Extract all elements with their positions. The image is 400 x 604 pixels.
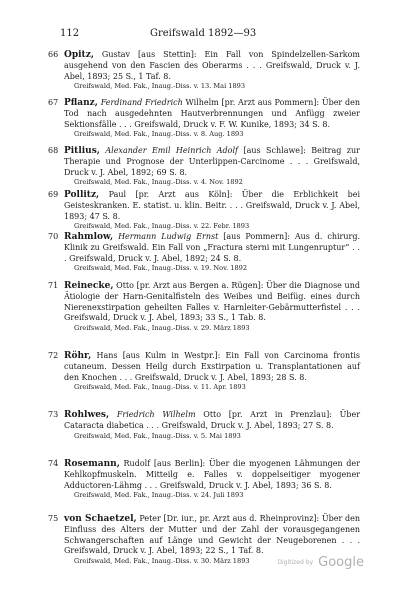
entry-title: [aus Berlin]: Über die myogenen Lähmungen der Kehlkopfmuskeln. Mitteilg e. Falles v. doppelseitiger myogener Adductoren-Lähmg . . . Greifswald, Druck v. J. Abel, 1893; 36 S. 8. (64, 459, 360, 490)
entry-title: [Dr. iur., pr. Arzt aus d. Rheinprovinz]: Über den Einfluss des Alters der Mutter und der Zahl der vorausgegangenen Schwangerschaften auf Länge und Gewicht der Neugeborenen . . . Greifswald, Druck v. J. Abel, 1893; 22 S., 1 Taf. 8. (64, 514, 361, 556)
author-forename: Hermann Ludwig Ernst (118, 232, 219, 241)
entry-title: [pr. Arzt aus Köln]: Über die Erblichkeit bei Geisteskranken. E. statist. u. klin. Beitr. . . . Greifswald, Druck v. J. Abel, 1893; 47 S. 8. (64, 190, 361, 221)
entry-number: 71 (48, 281, 59, 290)
entry-text (64, 281, 360, 324)
entry-number: 66 (48, 50, 59, 59)
author-forename: Ferdinand Friedrich (100, 98, 183, 107)
entry-text (64, 232, 360, 264)
entry-number: 67 (48, 98, 59, 107)
entry-number: 68 (48, 146, 59, 155)
author-surname: Rahmlow, (64, 232, 114, 242)
dissertation-note: Greifswald, Med. Fak., Inaug.-Diss. v. 11. Apr. 1893 (74, 383, 246, 392)
author-surname: Pollitz, (64, 190, 100, 200)
author-forename: Otto (116, 281, 134, 290)
entry-text (64, 190, 360, 222)
author-surname: Pitlius, (64, 146, 100, 156)
bibliography-entry (48, 410, 361, 441)
author-surname: Reinecke, (64, 281, 114, 291)
dissertation-note: Greifswald, Med. Fak., Inaug.-Diss. v. 5. Mai 1893 (74, 431, 241, 440)
author-forename: Friedrich Wilhelm (116, 410, 196, 419)
author-forename: Gustav (101, 50, 131, 59)
entry-number: 72 (48, 351, 59, 360)
running-title: Greifswald 1892—93 (150, 28, 257, 39)
author-forename: Paul (108, 190, 127, 199)
bibliography-entry (48, 232, 361, 273)
entry-text (64, 514, 360, 557)
page-header (60, 28, 360, 42)
entry-number: 70 (48, 232, 59, 241)
author-surname: Opitz, (64, 50, 94, 60)
dissertation-note: Greifswald, Med. Fak., Inaug.-Diss. v. 22. Febr. 1893 (74, 222, 250, 231)
google-logo: Google (318, 555, 364, 570)
author-surname: von Schaetzel, (64, 514, 137, 524)
entry-text (64, 459, 360, 491)
author-surname: Röhr, (64, 351, 92, 361)
dissertation-note: Greifswald, Med. Fak., Inaug.-Diss. v. 13. Mai 1893 (74, 82, 246, 91)
entry-text (64, 50, 360, 82)
bibliography-entry (48, 98, 361, 139)
entry-number: 74 (48, 459, 59, 468)
entry-number: 73 (48, 410, 59, 419)
author-surname: Rosemann, (64, 459, 120, 469)
entry-title: [aus Kulm in Westpr.]: Ein Fall von Carcinoma frontis cutaneum. Dessen Heilg durch Exstirpation u. Transplantationen auf den Knochen . . . Greifswald, Druck v. J. Abel, 1893; 28 S. 8. (64, 351, 361, 382)
bibliography-entry (48, 190, 361, 231)
entry-title: [aus Pommern]: Aus d. chirurg. Klinik zu Greifswald. Ein Fall von „Fractura sterni mit Lungenruptur“ . . . Greifswald, Druck v. J. Abel, 1892; 24 S. 8. (64, 232, 361, 263)
entry-title: Otto [pr. Arzt in Prenzlau]: Über Cataracta diabetica . . . Greifswald, Druck v. J. Abel, 1893; 27 S. 8. (64, 410, 361, 430)
entry-number: 75 (48, 514, 59, 523)
entry-title: [pr. Arzt aus Bergen a. Rügen]: Über die Diagnose und Ätiologie der Harn-Genitalfisteln des Weibes und Beifüg. eines durch Nierenexstirpation geheilten Falles v. Harnleiter-Gebärmutterfistel . . . Greifswald, Druck v. J. Abel, 1893; 33 S., 1 Tab. 8. (64, 281, 360, 323)
bibliography-entry (48, 50, 361, 91)
author-forename: Hans (96, 351, 118, 360)
entry-text (64, 351, 360, 383)
entry-text (64, 410, 360, 432)
author-forename: Alexander Emil Heinrich Adolf (105, 146, 239, 155)
dissertation-note: Greifswald, Med. Fak., Inaug.-Diss. v. 19. Nov. 1892 (74, 264, 248, 273)
google-watermark (277, 552, 364, 568)
entry-title: [aus Stettin]: Ein Fall von Spindelzellen-Sarkom ausgehend von den Fascien des Oberarms . . . Greifswald, Druck v. J. Abel, 1893; 25 S., 1 Taf. 8. (64, 50, 361, 81)
dissertation-note: Greifswald, Med. Fak., Inaug.-Diss. v. 24. Juli 1893 (74, 491, 244, 500)
bibliography-entry (48, 146, 360, 187)
entry-title: Wilhelm [pr. Arzt aus Pommern]: Über den Tod nach ausgedehnten Hautverbrennungen und Anfügg zweier Sektionsfälle . . . Greifswald, Druck v. F. W. Kunike, 1893; 34 S. 8. (64, 98, 361, 129)
bibliography-entry (48, 459, 360, 500)
entry-number: 69 (48, 190, 59, 199)
entry-text (64, 146, 360, 178)
dissertation-note: Greifswald, Med. Fak., Inaug.-Diss. v. 30. März 1893 (74, 557, 250, 566)
entry-title: [aus Schlawe]: Beitrag zur Therapie und Prognose der Unterlippen-Carcinome . . . Greifswald, Druck v. J. Abel, 1892; 69 S. 8. (64, 146, 360, 177)
author-surname: Rohlwes, (64, 410, 110, 420)
author-forename: Rudolf (123, 459, 151, 468)
page-number: 112 (60, 28, 80, 39)
dissertation-note: Greifswald, Med. Fak., Inaug.-Diss. v. 4. Nov. 1892 (74, 178, 243, 187)
entry-text (64, 98, 360, 130)
watermark-prefix: Digitized by (277, 559, 314, 566)
dissertation-note: Greifswald, Med. Fak., Inaug.-Diss. v. 29. März 1893 (74, 324, 250, 333)
bibliography-entry (48, 281, 360, 333)
author-forename: Peter (139, 514, 161, 523)
author-surname: Pflanz, (64, 98, 98, 108)
dissertation-note: Greifswald, Med. Fak., Inaug.-Diss. v. 8. Aug. 1893 (74, 130, 244, 139)
bibliography-entry (48, 351, 361, 392)
